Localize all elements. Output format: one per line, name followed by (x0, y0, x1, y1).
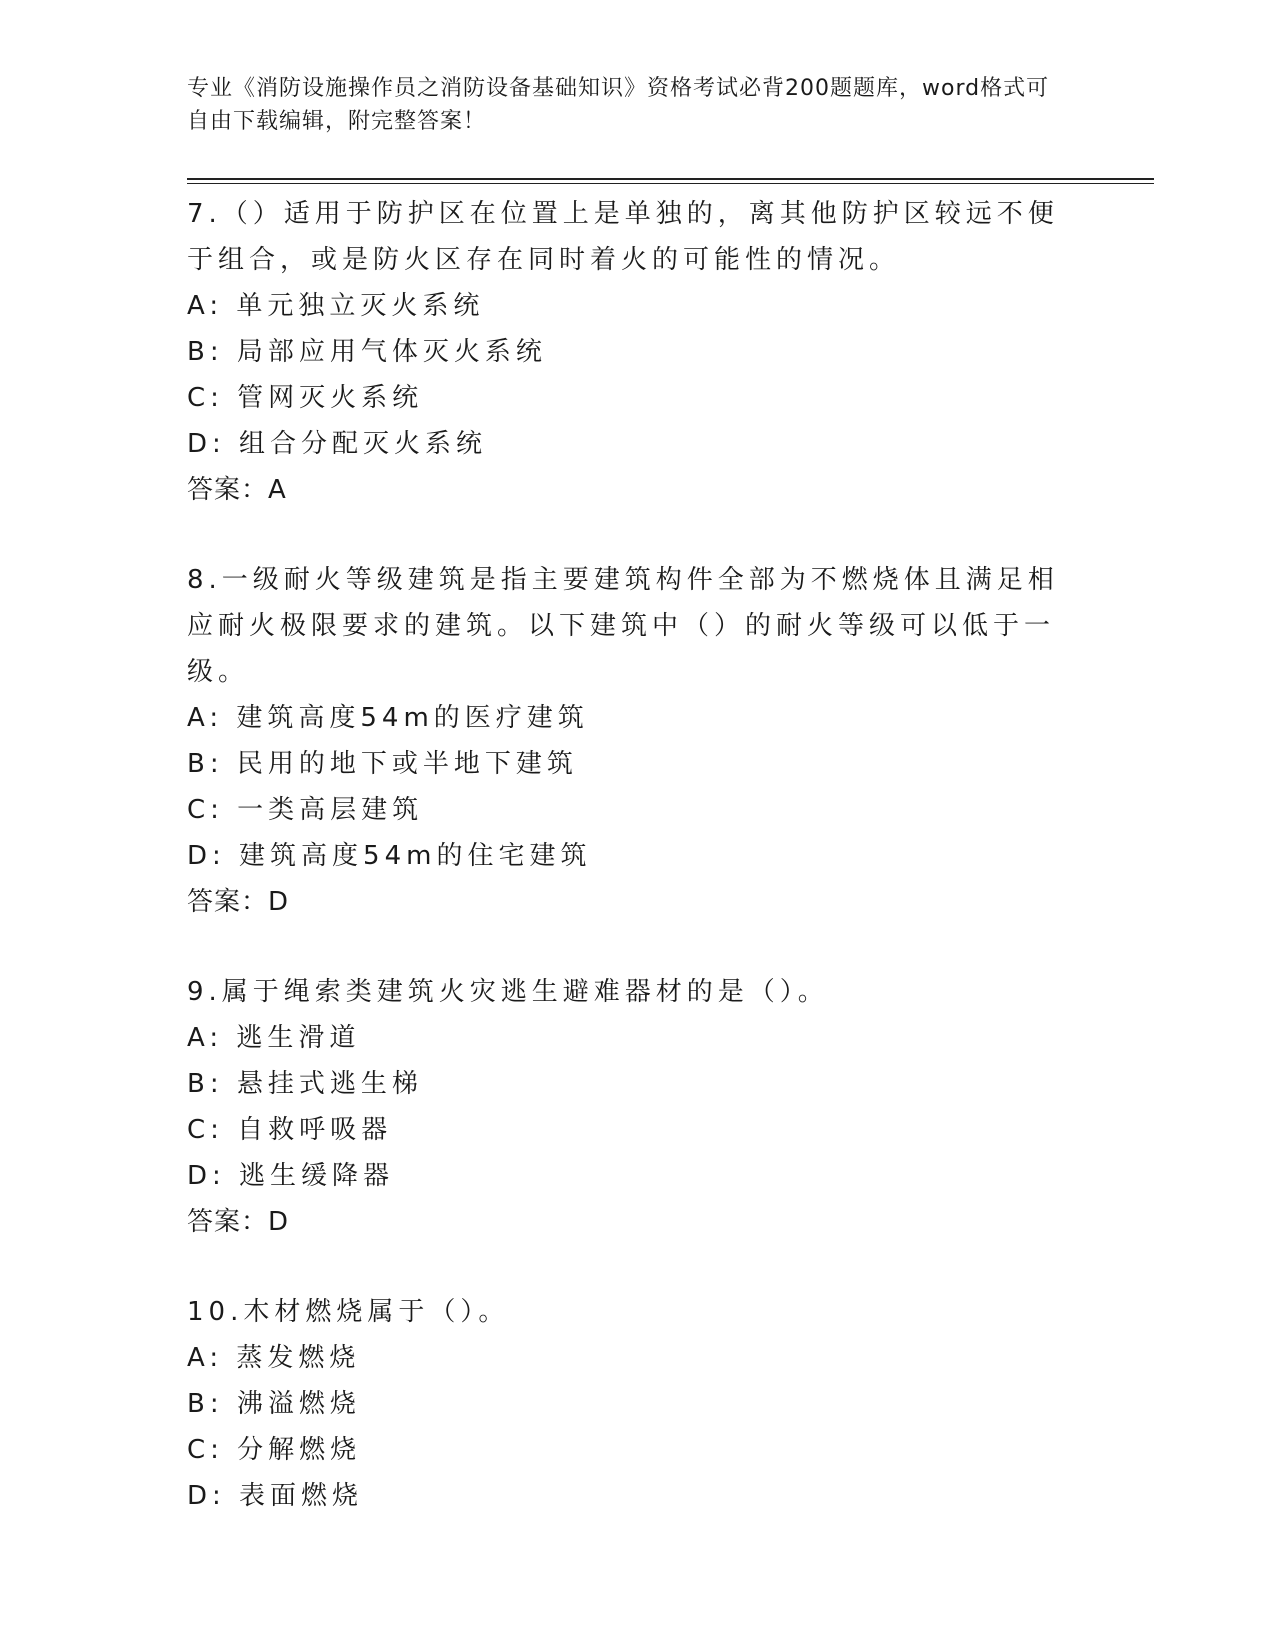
question-stem: 8.一级耐火等级建筑是指主要建筑构件全部为不燃烧体且满足相应耐火极限要求的建筑。以下建筑中（）的耐火等级可以低于一级。 (187, 565, 1059, 687)
option-c: C: 分解燃烧 (187, 1435, 362, 1465)
question-stem: 10.木材燃烧属于（）。 (187, 1297, 510, 1327)
option-a: A: 逃生滑道 (187, 1023, 361, 1053)
option-c: C: 一类高层建筑 (187, 795, 424, 825)
question-7 (187, 191, 1087, 513)
option-d: D: 逃生缓降器 (187, 1161, 395, 1191)
option-b: B: 局部应用气体灭火系统 (187, 337, 547, 367)
question-list (187, 191, 1087, 1519)
option-a: A: 建筑高度54m的医疗建筑 (187, 703, 589, 733)
option-d: D: 表面燃烧 (187, 1481, 364, 1511)
option-a: A: 蒸发燃烧 (187, 1343, 361, 1373)
document-header: 专业《消防设施操作员之消防设备基础知识》资格考试必背200题题库，word格式可自由下载编辑，附完整答案！ (187, 76, 1050, 134)
option-b: B: 悬挂式逃生梯 (187, 1069, 423, 1099)
question-stem: 7.（）适用于防护区在位置上是单独的，离其他防护区较远不便于组合，或是防火区存在同时着火的可能性的情况。 (187, 199, 1059, 275)
question-spacer (187, 513, 1087, 557)
question-spacer (187, 1245, 1087, 1289)
question-stem: 9.属于绳索类建筑火灾逃生避难器材的是（）。 (187, 977, 829, 1007)
answer-line: 答案：A (187, 475, 287, 505)
option-c: C: 自救呼吸器 (187, 1115, 393, 1145)
option-d: D: 建筑高度54m的住宅建筑 (187, 841, 592, 871)
option-c: C: 管网灭火系统 (187, 383, 424, 413)
question-spacer (187, 925, 1087, 969)
option-d: D: 组合分配灭火系统 (187, 429, 488, 459)
option-a: A: 单元独立灭火系统 (187, 291, 485, 321)
header-rule-thin (187, 183, 1154, 184)
option-b: B: 沸溢燃烧 (187, 1389, 361, 1419)
option-b: B: 民用的地下或半地下建筑 (187, 749, 578, 779)
answer-line: 答案：D (187, 1207, 290, 1237)
question-9 (187, 969, 1087, 1245)
question-10 (187, 1289, 1087, 1519)
question-8 (187, 557, 1087, 925)
answer-line: 答案：D (187, 887, 290, 917)
header-rule-thick (187, 178, 1154, 180)
